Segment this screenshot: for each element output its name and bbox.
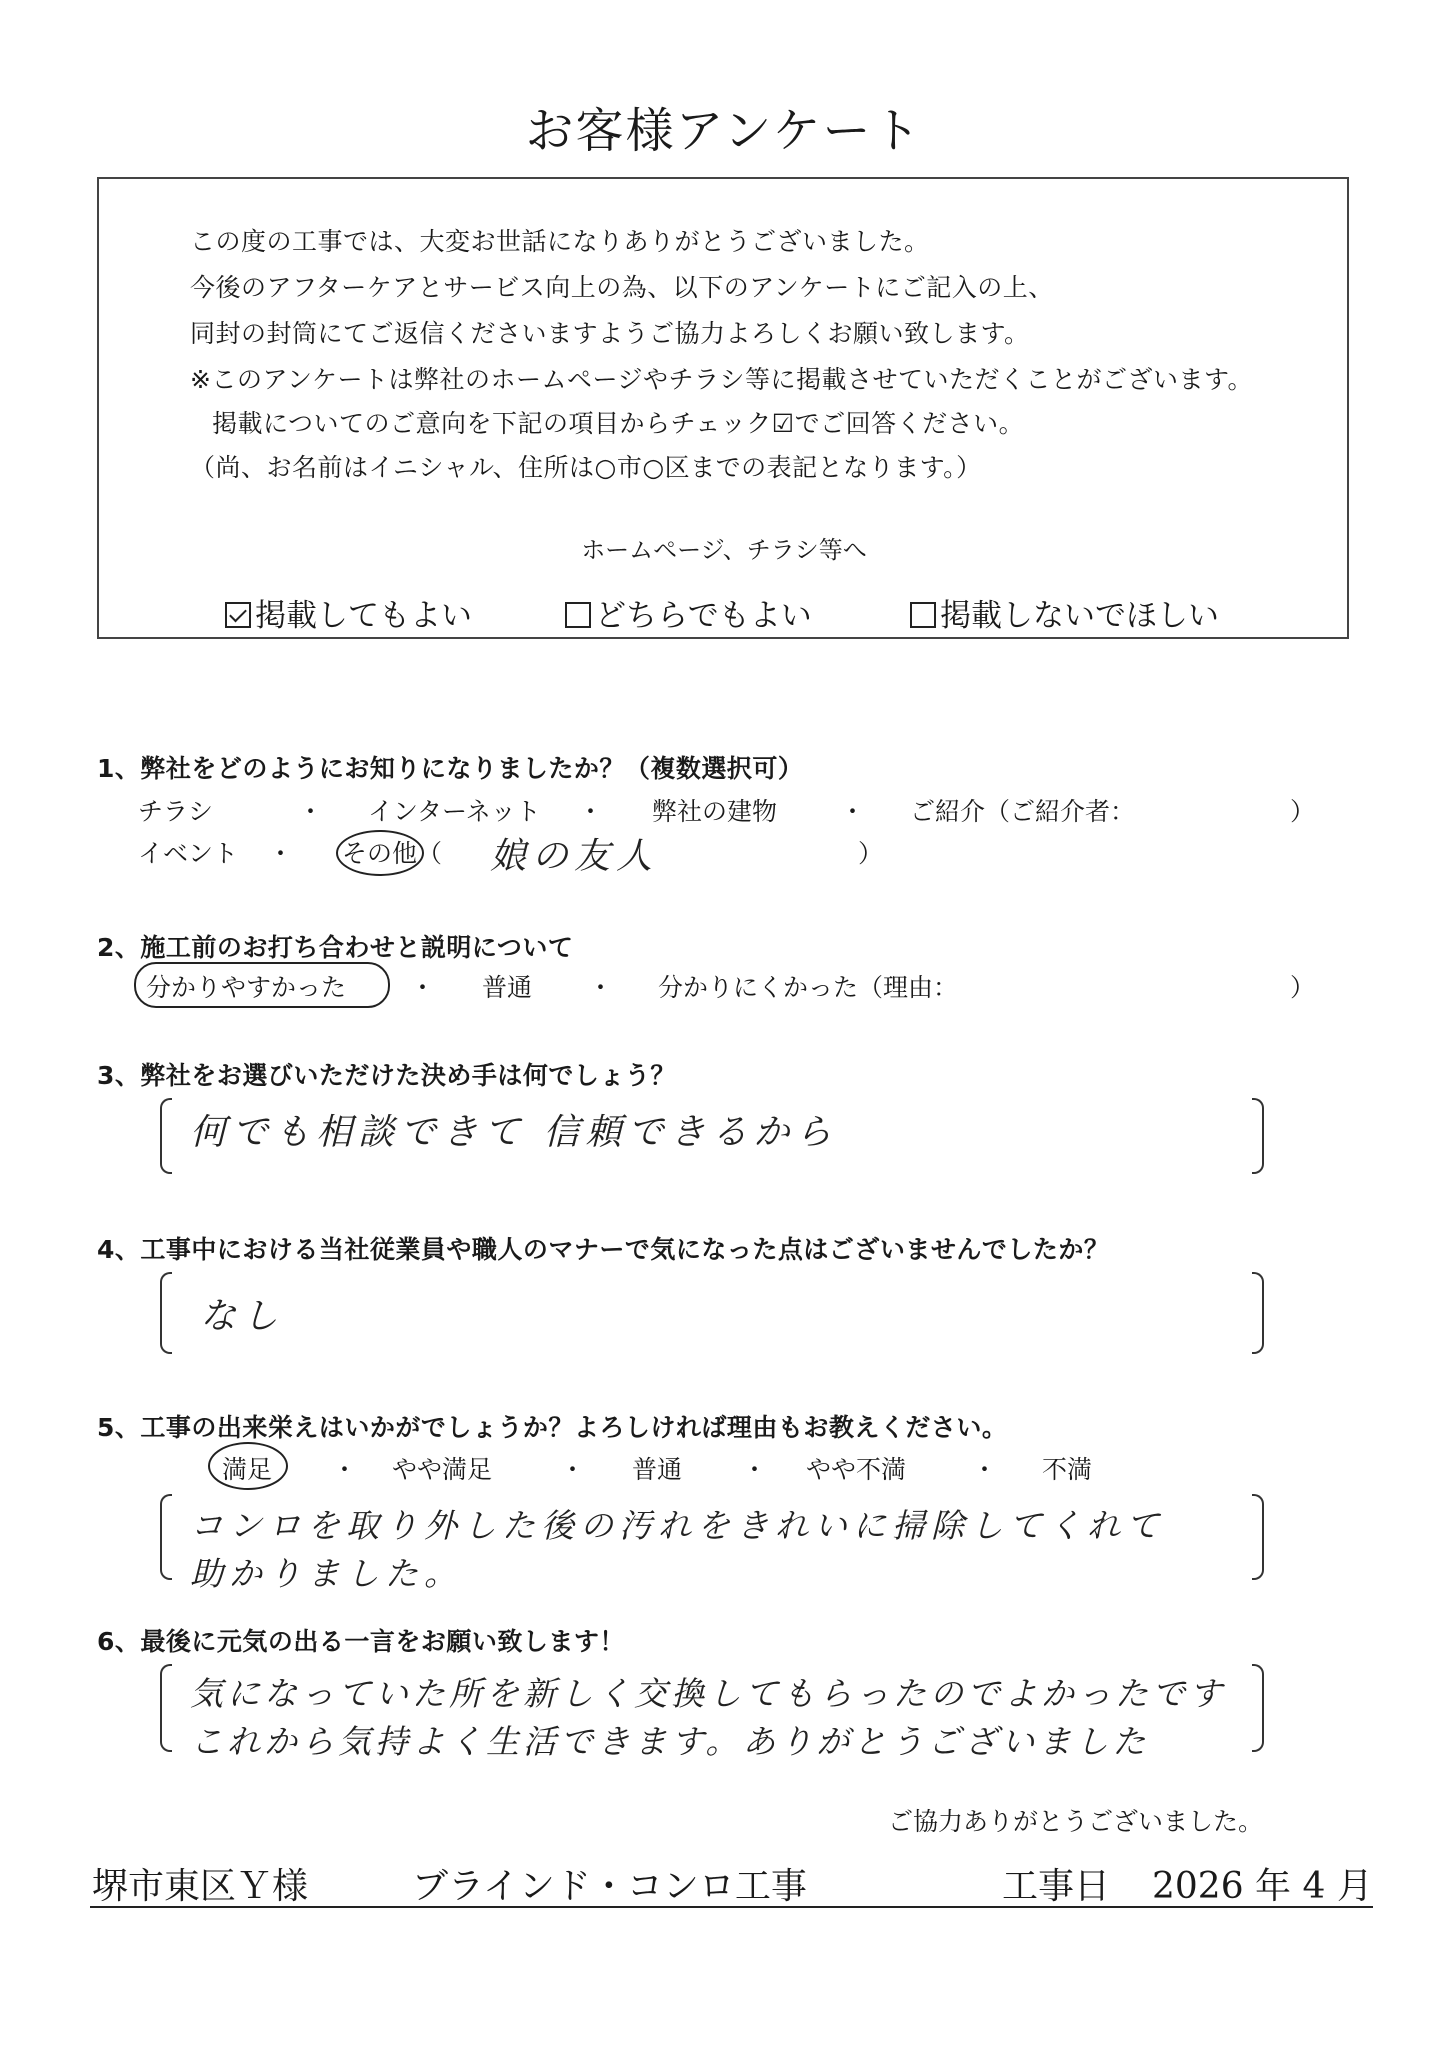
selection-circle bbox=[134, 962, 390, 1008]
intro-line: 掲載についてのご意向を下記の項目からチェック☑でご回答ください。 bbox=[212, 409, 1025, 438]
bracket-right bbox=[1252, 1098, 1264, 1174]
separator: ・ bbox=[972, 1455, 998, 1484]
option-selected: 満足 bbox=[222, 1455, 273, 1484]
selection-circle bbox=[208, 1442, 288, 1490]
separator: ・ bbox=[742, 1455, 768, 1484]
bracket-right bbox=[1252, 1272, 1264, 1354]
paren-close: ） bbox=[1290, 797, 1316, 826]
question-2: 2、施工前のお打ち合わせと説明について bbox=[97, 933, 574, 962]
question-1: 1、弊社をどのようにお知りになりましたか？（複数選択可） bbox=[97, 754, 804, 783]
customer-name: 堺市東区Ｙ様 bbox=[92, 1866, 309, 1907]
bracket-left bbox=[160, 1098, 172, 1174]
handwritten-answer: 気になっていた所を新しく交換してもらったのでよかったです bbox=[190, 1674, 1226, 1713]
checkbox-icon[interactable] bbox=[565, 602, 591, 628]
option-selected: その他（ bbox=[342, 839, 443, 868]
intro-line: （尚、お名前はイニシャル、住所は○市○区までの表記となります。） bbox=[190, 453, 982, 482]
separator: ・ bbox=[578, 797, 604, 826]
publish-no-option[interactable] bbox=[910, 590, 1219, 635]
intro-line: ※このアンケートは弊社のホームページやチラシ等に掲載させていただくことがございます。 bbox=[190, 365, 1253, 394]
question-4: 4、工事中における当社従業員や職人のマナーで気になった点はございませんでしたか？ bbox=[97, 1235, 1110, 1264]
publication-heading: ホームページ、チラシ等へ bbox=[581, 536, 867, 564]
option: 弊社の建物 bbox=[652, 797, 778, 826]
publish-either-option[interactable] bbox=[565, 590, 812, 635]
survey-title: お客様アンケート bbox=[525, 103, 923, 159]
option: イベント bbox=[138, 839, 239, 868]
intro-line: この度の工事では、大変お世話になりありがとうございました。 bbox=[190, 227, 930, 256]
handwritten-answer: なし bbox=[200, 1296, 285, 1337]
publish-ok-option[interactable] bbox=[225, 590, 472, 635]
separator: ・ bbox=[268, 839, 294, 868]
option: ご紹介（ご紹介者： bbox=[910, 797, 1136, 826]
option: 分かりにくかった（理由： bbox=[658, 973, 959, 1002]
separator: ・ bbox=[298, 797, 324, 826]
option-selected: 分かりやすかった bbox=[146, 973, 347, 1002]
handwritten-answer: 何でも相談できて 信頼できるから bbox=[190, 1112, 838, 1153]
thanks-text: ご協力ありがとうございました。 bbox=[888, 1807, 1264, 1836]
paren-close: ） bbox=[858, 839, 884, 868]
option: 普通 bbox=[632, 1455, 683, 1484]
handwritten-answer: 助かりました。 bbox=[190, 1554, 463, 1593]
selection-circle bbox=[336, 830, 424, 876]
bracket-right bbox=[1252, 1664, 1264, 1752]
separator: ・ bbox=[332, 1455, 358, 1484]
option: インターネット bbox=[368, 797, 541, 826]
bracket-right bbox=[1252, 1494, 1264, 1580]
separator: ・ bbox=[410, 973, 436, 1002]
work-date: 2026 年 4 月 bbox=[1152, 1866, 1373, 1907]
footer-rule bbox=[90, 1906, 1373, 1908]
option: やや満足 bbox=[392, 1455, 493, 1484]
work-date-label: 工事日 bbox=[1002, 1866, 1111, 1907]
question-3: 3、弊社をお選びいただけた決め手は何でしょう？ bbox=[97, 1061, 676, 1090]
separator: ・ bbox=[560, 1455, 586, 1484]
question-6: 6、最後に元気の出る一言をお願い致します！ bbox=[97, 1627, 625, 1656]
option: 不満 bbox=[1042, 1455, 1093, 1484]
intro-line: 同封の封筒にてご返信くださいますようご協力よろしくお願い致します。 bbox=[190, 319, 1030, 348]
separator: ・ bbox=[588, 973, 614, 1002]
separator: ・ bbox=[840, 797, 866, 826]
handwritten-answer: これから気持よく生活できます。ありがとうございました bbox=[190, 1722, 1150, 1761]
paren-close: ） bbox=[1290, 973, 1316, 1002]
bracket-left bbox=[160, 1272, 172, 1354]
question-5: 5、工事の出来栄えはいかがでしょうか？よろしければ理由もお教えください。 bbox=[97, 1413, 1008, 1442]
option: 普通 bbox=[482, 973, 533, 1002]
bracket-left bbox=[160, 1494, 172, 1580]
option-label: 掲載しないでほしい bbox=[940, 598, 1219, 634]
checkbox-icon[interactable] bbox=[910, 602, 936, 628]
option-label: 掲載してもよい bbox=[255, 598, 472, 634]
work-type: ブラインド・コンロ工事 bbox=[412, 1866, 807, 1907]
checkbox-checked-icon[interactable] bbox=[225, 602, 251, 628]
option: やや不満 bbox=[806, 1455, 907, 1484]
handwritten-answer: 娘の友人 bbox=[490, 836, 659, 877]
bracket-left bbox=[160, 1664, 172, 1752]
intro-line: 今後のアフターケアとサービス向上の為、以下のアンケートにご記入の上、 bbox=[190, 273, 1054, 302]
handwritten-answer: コンロを取り外した後の汚れをきれいに掃除してくれて bbox=[190, 1506, 1165, 1545]
option: チラシ bbox=[138, 797, 214, 826]
option-label: どちらでもよい bbox=[595, 598, 812, 634]
